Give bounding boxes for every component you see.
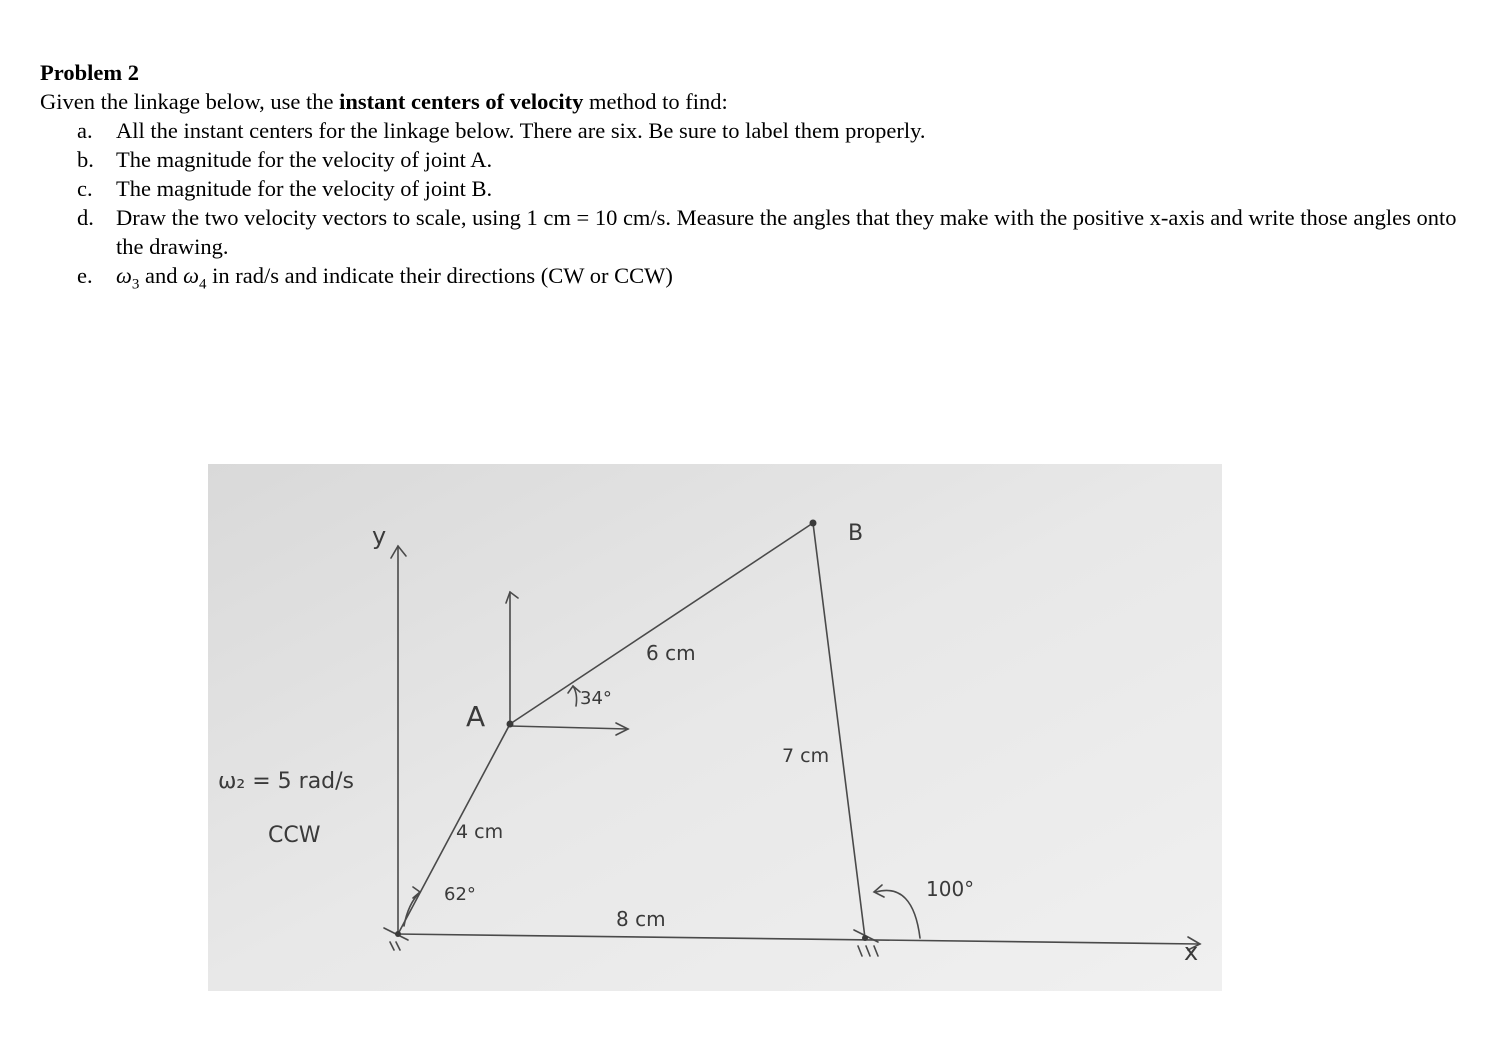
task-item-e — [40, 261, 1460, 300]
task-item-text: The magnitude for the velocity of joint B. — [116, 176, 493, 201]
angle-100-label: 100° — [926, 877, 975, 901]
link4-length-label: 7 cm — [782, 745, 830, 767]
omega2-value-label: ω₂ = 5 rad/s — [218, 769, 355, 794]
joint-b-dot — [810, 520, 817, 527]
omega-glyph: ω — [116, 263, 132, 288]
task-item-b — [40, 145, 1460, 174]
y-axis-label: y — [372, 522, 387, 550]
ground-pivot-o4 — [862, 935, 868, 941]
joint-b-label: B — [848, 521, 864, 546]
task-item-a — [40, 116, 1460, 145]
intro-text-after: method to find: — [583, 89, 728, 114]
task-item-text: Draw the two velocity vectors to scale, using 1 cm = 10 cm/s. Measure the angles that they make with the positive x-axis and write those angles onto the drawing. — [116, 205, 1457, 259]
task-item-label: e. — [77, 263, 93, 288]
angle-62-label: 62° — [444, 884, 476, 905]
link3-length-label: 6 cm — [646, 641, 696, 665]
omega2-direction-label: CCW — [268, 823, 321, 848]
task-list — [40, 116, 1460, 300]
omega4-symbol — [183, 263, 207, 293]
task-item-c — [40, 174, 1460, 203]
omega3-symbol — [116, 263, 140, 293]
task-item-d — [40, 203, 1460, 261]
ground-length-label: 8 cm — [616, 907, 666, 931]
task-item-label: d. — [77, 205, 94, 230]
task-item-label: c. — [77, 176, 93, 201]
linkage-figure — [208, 464, 1222, 991]
and-text: and — [139, 263, 184, 288]
intro-text-before: Given the linkage below, use the — [40, 89, 340, 114]
omega-glyph: ω — [183, 263, 200, 288]
ground-pivot-o2 — [395, 931, 401, 937]
task-item-rest-text: in rad/s and indicate their directions (CW or CCW) — [206, 263, 673, 288]
angle-34-label: 34° — [580, 688, 612, 709]
problem-intro — [40, 87, 1460, 116]
task-item-label: b. — [77, 147, 94, 172]
linkage-drawing — [208, 464, 1222, 991]
task-item-label: a. — [77, 118, 93, 143]
problem-title: Problem 2 — [40, 60, 139, 85]
joint-a-label: A — [466, 700, 486, 733]
x-axis-label: x — [1184, 938, 1199, 966]
link2-length-label: 4 cm — [456, 821, 504, 843]
intro-text-bold: instant centers of velocity — [339, 89, 584, 114]
problem-statement — [40, 58, 1460, 300]
omega3-subscript: 3 — [131, 276, 140, 293]
joint-a-dot — [507, 721, 514, 728]
task-item-text: The magnitude for the velocity of joint A. — [116, 147, 493, 172]
paper-background — [208, 464, 1222, 991]
task-item-text: All the instant centers for the linkage below. There are six. Be sure to label them properly. — [116, 118, 926, 143]
omega4-subscript: 4 — [199, 276, 207, 293]
